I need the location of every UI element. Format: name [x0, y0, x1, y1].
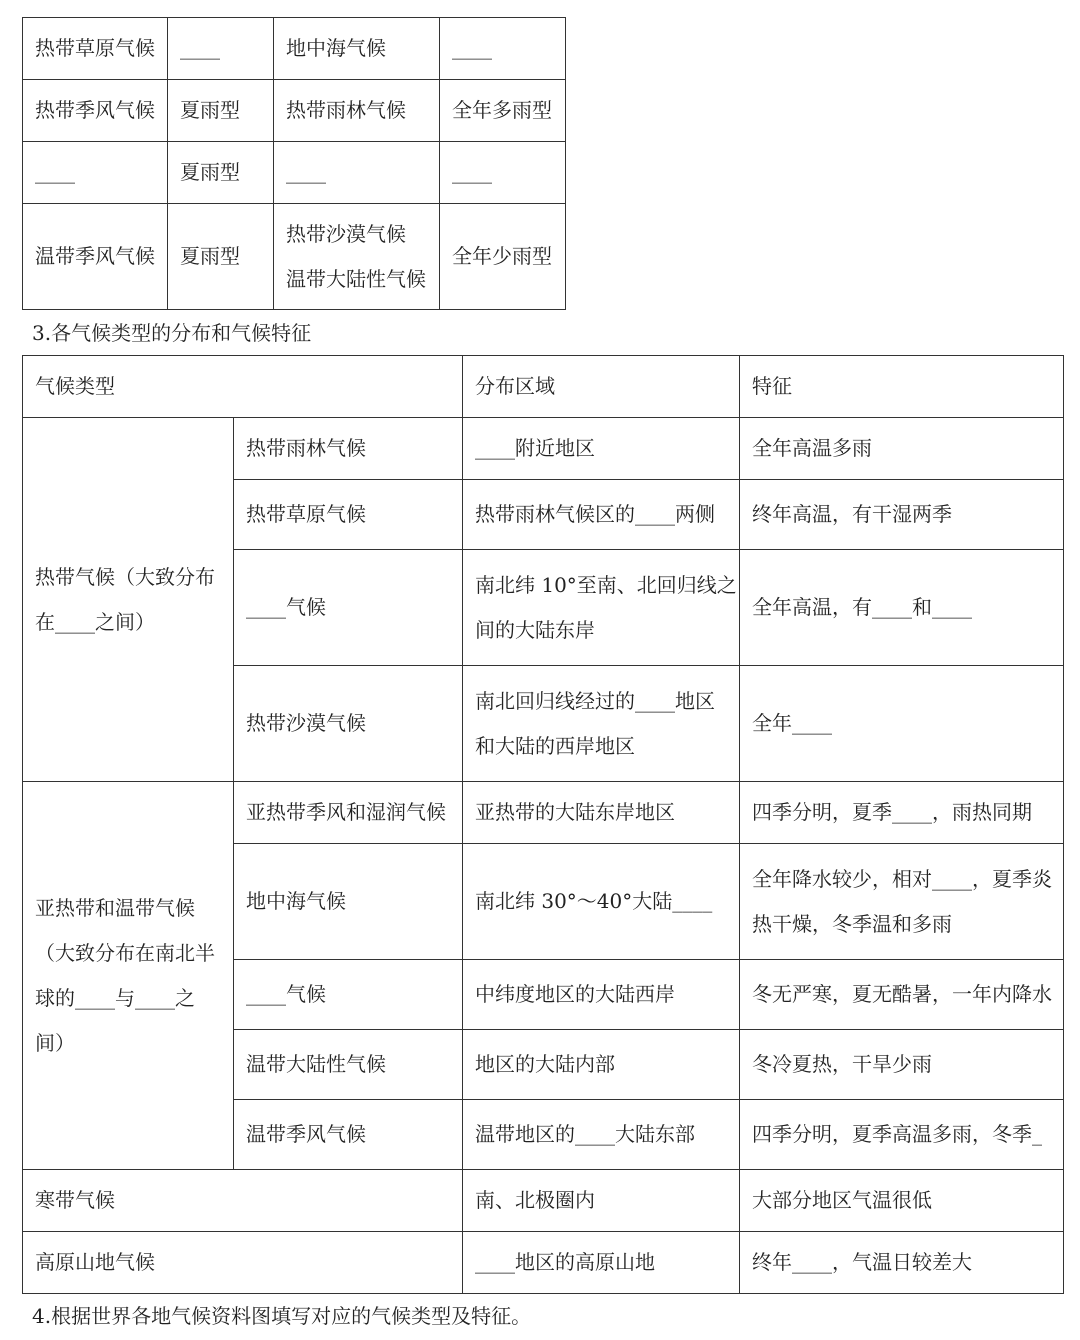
cell-text: ____	[286, 160, 326, 184]
cell-text: 亚热带和温带气候	[35, 895, 195, 920]
header-feature	[740, 356, 1064, 418]
table-cell	[23, 18, 168, 80]
table-cell	[168, 142, 274, 204]
distribution-region	[463, 960, 740, 1030]
cell-text: 南北回归线经过的____地区	[475, 688, 715, 713]
climate-feature	[740, 960, 1064, 1030]
distribution-region	[463, 418, 740, 480]
distribution-region	[463, 1100, 740, 1170]
cell-text: 温带地区的____大陆东部	[475, 1122, 695, 1146]
cell-text: 热带草原气候	[35, 36, 155, 60]
header-climate-type	[23, 356, 463, 418]
cell-text: 冬无严寒，夏无酷暑，一年内降水	[752, 982, 1052, 1006]
climate-name	[234, 844, 463, 960]
table-cell	[23, 80, 168, 142]
cell-text: 终年高温，有干湿两季	[752, 502, 952, 526]
cell-text: 热带雨林气候	[246, 436, 366, 460]
cell-text: ____地区的高原山地	[475, 1250, 655, 1274]
table-cell	[440, 18, 566, 80]
cell-text: 地中海气候	[246, 889, 346, 913]
table-cell	[274, 142, 440, 204]
cell-text: 热带沙漠气候	[246, 711, 366, 735]
table-row	[23, 418, 1064, 480]
cell-text: 和大陆的西岸地区	[475, 733, 635, 758]
cell-text: 地区的大陆内部	[475, 1052, 615, 1076]
table-cell	[23, 142, 168, 204]
cell-text: 温带大陆性气候	[246, 1052, 386, 1076]
group-temperate	[23, 782, 234, 1170]
table-cell	[168, 204, 274, 310]
cell-text: 冬冷夏热，干旱少雨	[752, 1052, 932, 1076]
climate-feature	[740, 418, 1064, 480]
table-cell	[440, 80, 566, 142]
distribution-region	[463, 1232, 740, 1294]
climate-feature	[740, 844, 1064, 960]
distribution-region	[463, 480, 740, 550]
table-row	[23, 782, 1064, 844]
table-cell	[168, 80, 274, 142]
cell-text: 寒带气候	[35, 1188, 115, 1212]
cell-text: ____气候	[246, 982, 326, 1006]
cell-text: 全年少雨型	[452, 244, 552, 268]
cell-text: 热带草原气候	[246, 502, 366, 526]
cell-text: ____	[35, 160, 75, 184]
cell-text: 热干燥，冬季温和多雨	[752, 911, 952, 936]
table-row	[23, 80, 566, 142]
cell-text: 大部分地区气温很低	[752, 1188, 932, 1212]
cell-text: ____附近地区	[475, 436, 595, 460]
distribution-region	[463, 1030, 740, 1100]
table-row	[23, 142, 566, 204]
distribution-region	[463, 550, 740, 666]
cell-text: ____气候	[246, 595, 326, 619]
cell-text: 全年高温，有____和____	[752, 595, 972, 619]
table-row	[23, 204, 566, 310]
cell-text: ____	[180, 36, 220, 60]
cell-text: 气候类型	[35, 374, 115, 398]
climate-distribution-table	[22, 355, 1064, 1294]
distribution-region	[463, 1170, 740, 1232]
climate-name	[234, 782, 463, 844]
cell-text: 温带大陆性气候	[286, 266, 426, 291]
cell-text: 高原山地气候	[35, 1250, 155, 1274]
cell-text: 四季分明，夏季高温多雨，冬季_	[752, 1122, 1042, 1146]
table-row	[23, 1232, 1064, 1294]
climate-name	[234, 550, 463, 666]
climate-name	[23, 1232, 463, 1294]
cell-text: 南北纬 30°～40°大陆____	[475, 889, 713, 913]
climate-name	[234, 1030, 463, 1100]
climate-name	[234, 418, 463, 480]
cell-text: 热带雨林气候	[286, 98, 406, 122]
cell-text: 全年高温多雨	[752, 436, 872, 460]
cell-text: 特征	[752, 374, 792, 398]
climate-feature	[740, 480, 1064, 550]
cell-text: 终年____，气温日较差大	[752, 1250, 972, 1274]
climate-name	[234, 960, 463, 1030]
distribution-region	[463, 666, 740, 782]
climate-rainfall-table	[22, 17, 566, 310]
table-row	[23, 1170, 1064, 1232]
cell-text: （大致分布在南北半	[35, 940, 215, 965]
group-tropical	[23, 418, 234, 782]
cell-text: 中纬度地区的大陆西岸	[475, 982, 675, 1006]
cell-text: 在____之间）	[35, 609, 155, 634]
cell-text: ____	[452, 36, 492, 60]
section-4-heading: 4.根据世界各地气候资料图填写对应的气候类型及特征。	[32, 1304, 532, 1328]
cell-text: 热带沙漠气候	[286, 221, 406, 246]
cell-text: 四季分明，夏季____，雨热同期	[752, 800, 1032, 824]
cell-text: 间）	[35, 1030, 75, 1055]
table-row	[23, 18, 566, 80]
climate-name	[234, 666, 463, 782]
table-cell	[274, 80, 440, 142]
section-3-heading: 3.各气候类型的分布和气候特征	[32, 321, 312, 345]
table-row	[23, 356, 1064, 418]
climate-name	[234, 1100, 463, 1170]
cell-text: 温带季风气候	[246, 1122, 366, 1146]
header-region	[463, 356, 740, 418]
cell-text: 全年降水较少，相对____，夏季炎	[752, 866, 1052, 891]
cell-text: 热带季风气候	[35, 98, 155, 122]
cell-text: 分布区域	[475, 374, 555, 398]
climate-feature	[740, 1100, 1064, 1170]
climate-feature	[740, 666, 1064, 782]
cell-text: 全年多雨型	[452, 98, 552, 122]
climate-feature	[740, 550, 1064, 666]
table-cell	[440, 204, 566, 310]
cell-text: 温带季风气候	[35, 244, 155, 268]
table-cell	[440, 142, 566, 204]
cell-text: 全年____	[752, 711, 832, 735]
cell-text: 南北纬 10°至南、北回归线之	[475, 572, 737, 597]
cell-text: 夏雨型	[180, 244, 240, 268]
cell-text: 地中海气候	[286, 36, 386, 60]
cell-text: 间的大陆东岸	[475, 617, 595, 642]
cell-text: 南、北极圈内	[475, 1188, 595, 1212]
distribution-region	[463, 844, 740, 960]
table-cell	[274, 204, 440, 310]
cell-text: 热带气候（大致分布	[35, 564, 215, 589]
climate-feature	[740, 1030, 1064, 1100]
table-cell	[274, 18, 440, 80]
table-cell	[168, 18, 274, 80]
cell-text: 夏雨型	[180, 98, 240, 122]
climate-feature	[740, 1232, 1064, 1294]
climate-feature	[740, 1170, 1064, 1232]
cell-text: 热带雨林气候区的____两侧	[475, 502, 715, 526]
climate-feature	[740, 782, 1064, 844]
climate-name	[234, 480, 463, 550]
cell-text: 亚热带季风和湿润气候	[246, 800, 446, 824]
distribution-region	[463, 782, 740, 844]
cell-text: ____	[452, 160, 492, 184]
cell-text: 球的____与____之	[35, 985, 195, 1010]
cell-text: 亚热带的大陆东岸地区	[475, 800, 675, 824]
table-cell	[23, 204, 168, 310]
climate-name	[23, 1170, 463, 1232]
cell-text: 夏雨型	[180, 160, 240, 184]
